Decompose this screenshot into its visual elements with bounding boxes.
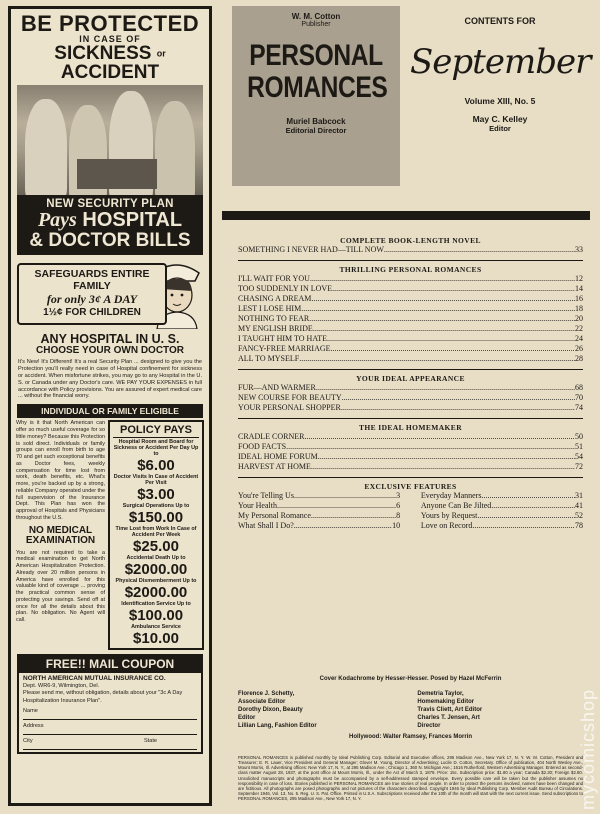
toc-entry	[238, 245, 583, 255]
coupon-dept: Dept. WR6-9, Wilmington, Del.	[23, 683, 100, 690]
section-divider	[238, 418, 583, 419]
ad-details	[11, 420, 209, 649]
toc-leader-dots	[472, 521, 575, 531]
toc-entry-page: 22	[575, 324, 583, 333]
toc-entry	[421, 511, 583, 521]
contents-for-label: CONTENTS FOR	[464, 16, 536, 26]
toc-entry	[421, 501, 583, 511]
toc-leader-dots	[332, 284, 575, 294]
staff-list-left: Florence J. Schetty, Associate Editor Dorothy Dixon, Beauty Editor Lillian Lang, Fashion Editor	[238, 691, 317, 730]
toc-entry	[238, 274, 583, 284]
toc-entry	[238, 501, 400, 511]
toc-entry	[238, 403, 583, 413]
section-heading: COMPLETE BOOK-LENGTH NOVEL	[340, 236, 481, 245]
toc-leader-dots	[491, 501, 575, 511]
watermark: mycomicshop	[578, 688, 598, 810]
surgeons-photo	[17, 85, 203, 195]
toc-leader-dots	[327, 334, 575, 344]
toc-entry-title: I'LL WAIT FOR YOU	[238, 274, 310, 283]
insurance-advertisement	[8, 6, 212, 806]
staff-credits	[238, 676, 583, 740]
toc-entry-title: SOMETHING I NEVER HAD—TILL NOW	[238, 245, 384, 254]
policy-pays-heading: POLICY PAYS	[113, 424, 199, 438]
toc-entry	[238, 442, 583, 452]
toc-leader-dots	[304, 432, 575, 442]
toc-leader-dots	[309, 314, 575, 324]
toc-leader-dots	[286, 442, 575, 452]
toc-entry-title: Anyone Can Be Jilted	[420, 501, 492, 510]
any-hospital-heading	[11, 333, 209, 357]
toc-entry-page: 74	[575, 403, 583, 412]
toc-entry-page: 51	[575, 442, 583, 451]
toc-entry-title: NEW COURSE FOR BEAUTY	[238, 393, 342, 402]
toc-entry-page: 12	[575, 274, 583, 283]
toc-entry-page: 31	[575, 491, 583, 500]
toc-leader-dots	[331, 344, 575, 354]
section-heading: YOUR IDEAL APPEARANCE	[356, 374, 465, 383]
toc-entry	[238, 383, 583, 393]
toc-entry-page: 41	[575, 501, 583, 510]
toc-entry	[238, 521, 400, 531]
toc-entry	[421, 521, 583, 531]
pays-hospital-text: Pays HOSPITAL	[37, 209, 183, 231]
toc-entry-title: FOOD FACTS	[238, 442, 287, 451]
hollywood-credit: Hollywood: Walter Ramsey, Frances Morrin	[348, 734, 473, 741]
new-security-plan-text: NEW SECURITY PLAN	[46, 198, 174, 210]
staff-list-right: Demetria Taylor, Homemaking Editor Travis Cliett, Art Editor Charles T. Jensen, Art Director	[417, 691, 483, 730]
toc-leader-dots	[477, 511, 575, 521]
safeguards-box	[17, 263, 167, 325]
eligibility-banner: INDIVIDUAL OR FAMILY ELIGIBLE	[17, 404, 203, 418]
section-divider	[238, 477, 583, 478]
toc-entry-page: 70	[575, 393, 583, 402]
mail-coupon[interactable]	[17, 654, 203, 754]
toc-leader-dots	[277, 501, 396, 511]
toc-entry-page: 20	[575, 314, 583, 323]
toc-entry	[238, 452, 583, 462]
toc-entry	[238, 334, 583, 344]
section-heading: EXCLUSIVE FEATURES	[364, 482, 457, 491]
toc-leader-dots	[311, 294, 575, 304]
toc-entry-page: 10	[392, 521, 401, 530]
toc-entry-title: I TAUGHT HIM TO HATE	[238, 334, 327, 343]
toc-entry-page: 78	[575, 521, 583, 530]
editor-name: May C. Kelley	[472, 114, 528, 124]
toc-entry	[238, 304, 583, 314]
magazine-title: PERSONAL ROMANCES	[247, 39, 388, 104]
toc-leader-dots	[301, 304, 575, 314]
coupon-name-field[interactable]: Name	[23, 708, 197, 720]
ad-headline-protected: BE PROTECTED	[20, 11, 200, 36]
issue-month: September	[410, 42, 591, 82]
benefit-item: Time Lost from Work In Case of Accident Per Week $25.00	[115, 526, 197, 555]
toc-entry-title: NOTHING TO FEAR	[238, 314, 310, 323]
coupon-city-state-field[interactable]: City State	[23, 738, 197, 750]
section-divider	[238, 369, 583, 370]
toc-entry-title: FANCY-FREE MARRIAGE	[238, 344, 331, 353]
toc-entry-title: MY ENGLISH BRIDE	[238, 324, 313, 333]
coupon-request-text: Please send me, without obligation, details about your "3c A Day Hospitalization Insurance Plan".	[23, 690, 183, 704]
toc-entry	[421, 491, 583, 501]
security-plan-banner	[17, 195, 203, 255]
toc-entry-page: 3	[396, 491, 401, 500]
toc-leader-dots	[310, 274, 575, 284]
features-columns	[238, 491, 583, 531]
coupon-address-field[interactable]: Address	[23, 723, 197, 735]
toc-entry	[238, 314, 583, 324]
benefit-item: Identification Service Up to $100.00	[121, 600, 191, 624]
children-price-text: 1½¢ FOR CHILDREN	[43, 306, 141, 318]
doctor-bills-text: & DOCTOR BILLS	[29, 230, 191, 251]
toc-leader-dots	[341, 403, 575, 413]
toc-entry-page: 24	[575, 334, 583, 343]
no-medical-paragraph: You are not required to take a medical examination to get North American Hospitalization Protection. Already over 20 million persons in America have enrolled for this valuable kind of coverage ... proving the practical common sense of protecting your savings. Send off at once for all the details about this plan. No obligation. No Agent will call.	[16, 549, 105, 624]
choose-doctor-text: CHOOSE YOUR OWN DOCTOR	[36, 345, 184, 357]
benefit-item: Doctor Visits In Case of Accident Per Visit $3.00	[113, 474, 199, 504]
ad-headline-sickness: SICKNESS or ACCIDENT	[54, 43, 166, 83]
coupon-heading: FREE!! MAIL COUPON	[19, 656, 201, 673]
policy-benefits-box	[108, 420, 204, 649]
toc-leader-dots	[299, 354, 575, 364]
volume-number: Volume XIII, No. 5	[464, 96, 536, 106]
toc-leader-dots	[482, 491, 575, 501]
toc-entry	[238, 354, 583, 364]
toc-entry	[238, 344, 583, 354]
toc-leader-dots	[316, 383, 575, 393]
toc-entry-title: TOO SUDDENLY IN LOVE	[238, 284, 333, 293]
toc-entry-page: 6	[396, 501, 401, 510]
toc-entry-page: 28	[575, 354, 583, 363]
toc-entry-page: 26	[575, 344, 583, 353]
toc-entry-title: ALL TO MYSELF	[238, 354, 300, 363]
ad-headline-subline: IN CASE OF	[79, 34, 141, 44]
toc-leader-dots	[318, 452, 575, 462]
benefit-item: Accidental Death Up to $2000.00	[124, 554, 188, 578]
cover-credit: Cover Kodachrome by Hesser-Hesser. Posed by Hazel McFerrin	[319, 676, 502, 682]
toc-leader-dots	[294, 491, 396, 501]
toc-entry-title: My Personal Romance	[238, 511, 311, 520]
toc-entry-title: FUR—AND WARMER	[238, 383, 316, 392]
benefit-item: Surgical Operations Up to $150.00	[122, 503, 190, 527]
toc-leader-dots	[294, 521, 392, 531]
toc-leader-dots	[342, 393, 575, 403]
toc-entry-title: HARVEST AT HOME	[238, 462, 311, 471]
price-per-day-text: for only 3¢ A DAY	[46, 291, 138, 306]
toc-entry-title: CHASING A DREAM	[238, 294, 312, 303]
safeguards-text: SAFEGUARDS ENTIRE FAMILY	[34, 267, 150, 292]
benefit-item: Ambulance Service $10.00	[131, 623, 181, 647]
toc-entry	[238, 324, 583, 334]
toc-entry-title: Your Health	[238, 501, 277, 510]
staff-list	[238, 690, 583, 730]
publisher-name: W. M. Cotton	[291, 12, 341, 21]
safeguards-section	[17, 259, 203, 329]
toc-entry-page: 68	[575, 383, 583, 392]
toc-entry	[238, 511, 400, 521]
section-divider	[238, 260, 583, 261]
toc-entry-title: You're Telling Us	[238, 491, 294, 500]
toc-leader-dots	[311, 462, 575, 472]
toc-entry-title: Yours by Request	[420, 511, 478, 520]
editor-role: Editor	[489, 124, 511, 133]
toc-entry-page: 52	[575, 511, 583, 520]
coupon-body	[19, 673, 201, 752]
toc-leader-dots	[311, 511, 396, 521]
section-heading: THRILLING PERSONAL ROMANCES	[339, 265, 482, 274]
ad-headline	[11, 13, 209, 82]
toc-entry-page: 8	[396, 511, 401, 520]
coupon-company: NORTH AMERICAN MUTUAL INSURANCE CO.	[23, 674, 166, 682]
table-of-contents	[238, 236, 583, 531]
toc-entry-page: 50	[575, 432, 583, 441]
why-paragraph: Why is it that North American can offer so much useful coverage for so little money? Because this Protection is sold direct. Individuals or family groups can enroll from birth to age 70 and get such exceptional benefits as Doctor fees, weekly compensation for time lost from work, death benefits, etc. What's more, you're backed up by a strong, reliable Company operated under the full supervision of the Insurance Dept. This Plan has won the approval of Hospitals and Physicians throughout the U.S.	[16, 420, 106, 521]
toc-entry-page: 16	[575, 294, 583, 303]
toc-entry	[238, 284, 583, 294]
toc-entry	[238, 432, 583, 442]
toc-entry-title: What Shall I Do?	[238, 521, 294, 530]
publication-fine-print: PERSONAL ROMANCES is published monthly by Ideal Publishing Corp. Editorial and Executive offices, 295 Madison Ave., New York 17, N. Y. W. M. Cotton, President and Treasurer; E. R. Lauer, Vice President and General Manager; Glover M. Young, Director of Advertising; Lucile D. Cotton, Secretary. Office of publication, 404 North Wesley Ave., Mount Morris, Ill. Advertising offices: New York 17, N. Y., at 295 Madison Ave.; Chicago 1, 360 N. Michigan Ave.; 1616 Rutherford, Western Advertising Manager. Entered as second-class matter August 28, 1937, at the post office at Mount Morris, Ill., under the Act of March 3, 1879. Price: 15c. Subscription price: $1.80 a year; Canada $2.30; Foreign $2.80. Unsolicited manuscripts and photographs must be accompanied by a self-addressed stamped envelope. Every possible care will be taken but the publisher assumes no responsibility in case of loss. Stories published in PERSONAL ROMANCES are true stories of real people. In order to protect the persons involved, names have been changed and are fictitious. All photographs are posed photographs and not pictures of the characters described. Copyright 1946 by Ideal Publishing Corp. Member Audit Bureau of Circulations. September 1946, Vol. 13, No. 5. Reg. U. S. Pat. Office. Printed in U.S.A. Subscriptions received after the 10th of the month will start with the next current issue. Send subscriptions to PERSONAL ROMANCES, 295 Madison Ave., New York 17, N. Y.	[238, 755, 583, 802]
toc-entry-title: LEST I LOSE HIM	[238, 304, 302, 313]
toc-entry-page: 14	[575, 284, 583, 293]
toc-entry	[238, 491, 400, 501]
toc-entry-page: 54	[575, 452, 583, 461]
toc-entry	[238, 393, 583, 403]
toc-entry-title: IDEAL HOME FORUM	[238, 452, 318, 461]
divider-bar	[222, 211, 590, 220]
toc-entry-title: Love on Record	[420, 521, 473, 530]
no-medical-heading: NO MEDICAL EXAMINATION	[25, 524, 96, 547]
toc-leader-dots	[384, 245, 575, 255]
toc-leader-dots	[313, 324, 575, 334]
toc-entry-title: CRADLE CORNER	[238, 432, 305, 441]
any-hospital-text: ANY HOSPITAL IN U. S.	[40, 331, 180, 346]
toc-entry-title: Everyday Manners	[420, 491, 482, 500]
contents-header	[410, 6, 590, 133]
masthead	[232, 6, 400, 186]
toc-entry-page: 18	[575, 304, 583, 313]
director-role: Editorial Director	[285, 126, 347, 135]
ad-intro-paragraph: It's New! It's Different! It's a real Security Plan ... designed to give you the Protection you'll really need in case of Hospital confinement for sickness or accident. When misfortune strikes, you may go to any Hospital in the U. S. or Canada under any Doctor's care. WE PAY YOUR EXPENSES in full accordance with Policy provisions. You are assured of expert medical care ... without the financial worry.	[18, 358, 202, 400]
publisher-role: Publisher	[301, 21, 331, 28]
director-name: Muriel Babcock	[286, 117, 346, 126]
benefit-item: Physical Dismemberment Up to $2000.00	[115, 577, 197, 601]
toc-entry-title: YOUR PERSONAL SHOPPER	[238, 403, 341, 412]
benefit-item: Hospital Room and Board for Sickness or Accident Per Day Up to $6.00	[113, 439, 199, 475]
toc-entry	[238, 294, 583, 304]
section-heading: THE IDEAL HOMEMAKER	[358, 423, 463, 432]
ad-details-text	[16, 420, 108, 649]
toc-entry	[238, 462, 583, 472]
toc-entry-page: 72	[575, 462, 583, 471]
toc-entry-page: 33	[575, 245, 583, 254]
